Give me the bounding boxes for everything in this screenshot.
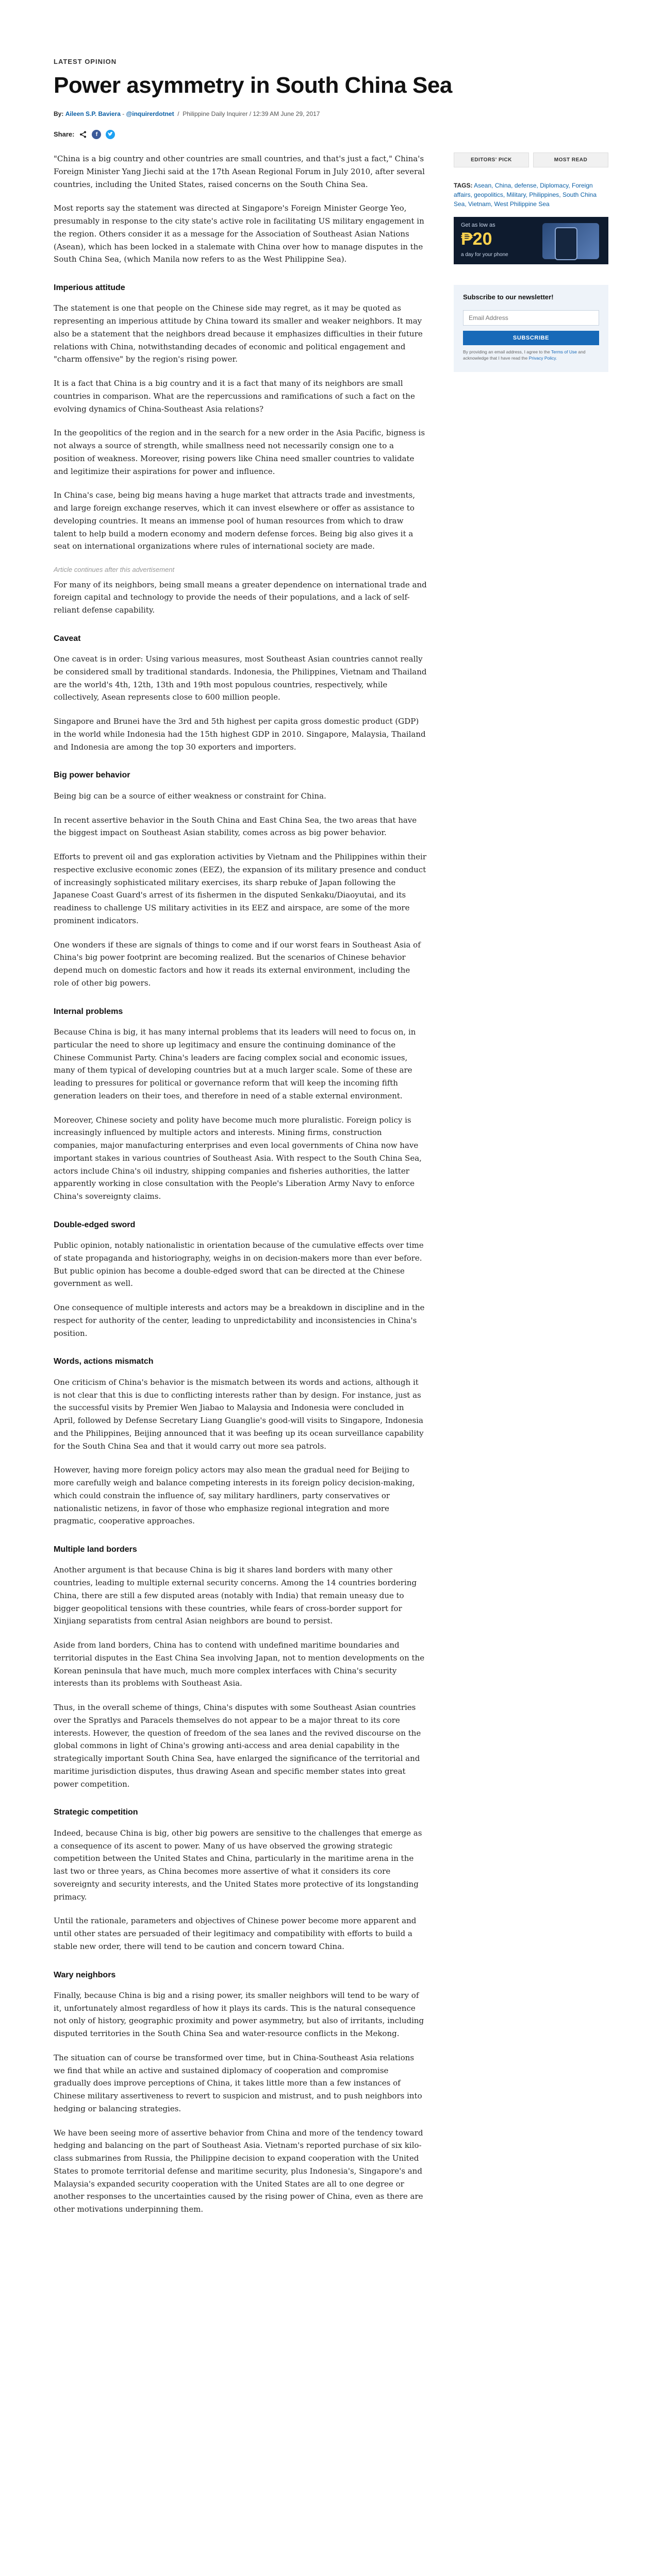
facebook-icon[interactable]: f — [92, 130, 101, 139]
article-paragraph: One caveat is in order: Using various measures, most Southeast Asian countries cannot really be considered small by traditional standards. Indonesia, the Philippines, Vietnam and Thailand are the world's 4th, 12th, 13th and 19th most populous countries, respectively, while collectively, Asean represents close to 600 million people. — [54, 654, 427, 702]
ad-text: Get as low as — [461, 222, 495, 228]
article-paragraph: The situation can of course be transformed over time, but in China-Southeast Asia relations we find that while an active and sustained diplomacy of cooperation and compromise gradually does improve perceptions of China, it takes little more than a few instances of Chinese military assertiveness to revert to suspicion and mistrust, and to push neighbors into hedging or balancing strategies. — [54, 2053, 422, 2113]
article-paragraph: We have been seeing more of assertive behavior from China and more of the tendency toward hedging and balancing on the part of Southeast Asia. Vietnam's reported purchase of six kilo-class submarines from Russia, the Philippine decision to expand cooperation with the United States to promote territorial defense and maritime security, plus Indonesia's, Singapore's and Malaysia's expanded security cooperation with the United States are all to one degree or another responses to the uncertainties caused by the rising power of China, even as there are other motivations underpinning them. — [54, 2128, 423, 2214]
article-paragraph: Efforts to prevent oil and gas exploration activities by Vietnam and the Philippines within their respective exclusive economic zones (EEZ), the expansion of its military presence and conduct of increasingly sophisticated military exercises, its sharp rebuke of Japan following the Japanese Coast Guard's arrest of its fishermen in the disputed Senkaku/Diaoyutai, and its readiness to challenge US military activities in its EEZ and airspace, are some of the more prominent indicators. — [54, 852, 426, 925]
tags-label: TAGS: — [454, 182, 473, 189]
newsletter-box — [454, 285, 608, 372]
article-paragraph: Indeed, because China is big, other big powers are sensitive to the challenges that emerge as a consequence of its ascent to power. Many of us have observed the growing strategic competition between the United States and China, particularly in the maritime arena in the last two or three years, as China becomes more assertive of what it considers its core sovereignty and security interests, and the United States more protective of its longstanding primacy. — [54, 1828, 422, 1902]
byline-prefix: By: — [54, 110, 64, 117]
ad-continue-notice: Article continues after this advertisement — [54, 566, 175, 574]
share-icon[interactable] — [79, 130, 87, 139]
article-paragraph: Moreover, Chinese society and polity have become much more pluralistic. Foreign policy is increasingly influenced by multiple actors and interests. Mining firms, construction companies, major manufacturing enterprises and even local governments of China now have important stakes in various countries of Southeast Asia. With respect to the South China Sea, actors include China's oil industry, shipping companies and fisheries authorities, the latter apparently working in close consultation with the People's Liberation Army Navy to enforce China's sovereignty claims. — [54, 1115, 422, 1201]
most-read-tab[interactable]: MOST READ — [533, 152, 608, 167]
article-body — [54, 152, 427, 2227]
article-paragraph: For many of its neighbors, being small means a greater dependence on international trade and foreign capital and technology to provide the needs of their populations, and a lack of self-reliant defense capability. — [54, 580, 427, 615]
article-paragraph: In recent assertive behavior in the South China and East China Sea, the two areas that have the biggest impact on Southeast Asian stability, comes across as big power behavior. — [54, 815, 417, 838]
subheading: Imperious attitude — [54, 283, 125, 292]
article-paragraph: Thus, in the overall scheme of things, China's disputes with some Southeast Asian countries over the Spratlys and Paracels themselves do not appear to be a major threat to its core interests. However, the question of freedom of the sea lanes and the revived discourse on the global commons in light of China's growing anti-access and area denial capability in the strategically important South China Sea, have enlarged the significance of the territorial and maritime jurisdiction disputes, thus drawing Asean and specific member states into great power competition. — [54, 1703, 421, 1789]
byline-separator: / — [175, 110, 183, 117]
byline-separator: / — [249, 110, 253, 117]
article-paragraph: Finally, because China is big and a rising power, its smaller neighbors will tend to be wary of it, unfortunately almost regardless of how it plays its cards. This is the natural consequence not only of history, geographic proximity and power asymmetry, but also of irritants, including disputed territories in the South China Sea and water-resource conflicts in the Mekong. — [54, 1990, 424, 2039]
subheading: Internal problems — [54, 1007, 123, 1016]
article-paragraph: The statement is one that people on the Chinese side may regret, as it may be quoted as representing an imperious attitude by China toward its smaller and weaker neighbors. It may also be a statement that the neighbors dread because it emphasizes difficulties in their future relations with China, notwithstanding decades of economic and political engagement and "charm offensive" by the region's rising power. — [54, 303, 423, 364]
subheading: Double-edged sword — [54, 1220, 136, 1229]
publication-name: Philippine Daily Inquirer — [183, 110, 248, 117]
author-link[interactable]: Aileen S.P. Baviera — [65, 110, 121, 117]
article-paragraph: One consequence of multiple interests and actors may be a breakdown in discipline and in the respect for authority of the center, leading to unpredictability and inconsistencies in China's position. — [54, 1303, 425, 1338]
subscribe-button[interactable]: SUBSCRIBE — [463, 331, 599, 345]
share-label: Share: — [54, 130, 75, 139]
subheading: Wary neighbors — [54, 1970, 116, 1979]
ad-text: a day for your phone — [461, 252, 508, 258]
article-paragraph: Public opinion, notably nationalistic in orientation because of the cumulative effects over time of state propaganda and historiography, weighs in on decision-makers more than ever before. But public opinion has become a double-edged sword that can be directed at the Chinese government as well. — [54, 1241, 424, 1289]
subheading: Big power behavior — [54, 771, 130, 780]
advertisement-banner[interactable] — [454, 217, 608, 264]
article-paragraph: However, having more foreign policy actors may also mean the gradual need for Beijing to more carefully weigh and balance competing interests in its foreign policy decision-making, which could constrain the influence of, say military hardliners, party conservatives or nationalistic netizens, in favor of those who emphasize regional integration and more pragmatic, cooperative approaches. — [54, 1465, 415, 1526]
ad-phone-image — [555, 227, 577, 260]
article-paragraph: Being big can be a source of either weakness or constraint for China. — [54, 791, 326, 801]
article-header — [54, 58, 608, 139]
author-handle[interactable]: @inquirerdotnet — [126, 110, 174, 117]
article-paragraph: Aside from land borders, China has to contend with undefined maritime boundaries and territorial disputes in the East China Sea involving Japan, not to mention developments on the Korean peninsula that have much, much more complex interfaces with China's security interests than its problems with Southeast Asia. — [54, 1640, 425, 1688]
terms-text: By providing an email address, I agree to the — [463, 349, 550, 354]
article-headline: Power asymmetry in South China Sea — [54, 73, 452, 98]
article-paragraph: One criticism of China's behavior is the mismatch between its words and actions, although it is not clear that this is due to conflicting interests rather than by design. For instance, just as the successful visits by Premier Wen Jiabao to Malaysia and Indonesia were concluded in April, followed by Defense Secretary Liang Guanglie's good-will visits to Singapore, Indonesia and the Philippines, Beijing announced that it was beefing up its ocean surveillance capability for the South China Sea and that it would carry out more sea patrols. — [54, 1377, 424, 1451]
byline-separator: - — [122, 110, 126, 117]
article-paragraph: In China's case, being big means having a huge market that attracts trade and investments, and large foreign exchange reserves, which it can invest elsewhere or offer as assistance to developing countries. It means an immense pool of human resources from which to draw talent to help build a modern economy and modern defense forces. Being big also gives it a seat on international organizations where rules of international society are made. — [54, 490, 416, 551]
sidebar — [454, 152, 608, 372]
article-paragraph: "China is a big country and other countries are small countries, and that's just a fact," China's Foreign Minister Yang Jiechi said at the 17th Asean Regional Forum in July 2010, after several countries, including the United States, raised concerns on the South China Sea. — [54, 154, 425, 189]
article-paragraph: Until the rationale, parameters and objectives of Chinese power become more apparent and until other states are persuaded of their legitimacy and compatibility with efforts to build a stable new order, there will tend to be caution and concern toward China. — [54, 1916, 417, 1951]
privacy-policy-link[interactable]: Privacy Policy. — [528, 355, 557, 361]
article-paragraph: Most reports say the statement was directed at Singapore's Foreign Minister George Yeo, presumably in response to the city state's active role in facilitating US military engagement in the region. Others consider it as a message for the Association of Southeast Asian Nations (Asean), which has been locked in a stalemate with China over how to manage disputes in the South China Sea, (which Manila now refers to as the West Philippine Sea). — [54, 204, 424, 264]
section-label[interactable]: LATEST OPINION — [54, 58, 117, 65]
subheading: Strategic competition — [54, 1808, 138, 1817]
newsletter-title: Subscribe to our newsletter! — [463, 293, 554, 301]
article-paragraph: Another argument is that because China is big it shares land borders with many other countries, leading to multiple external security concerns. Among the 14 countries bordering China, there are still a few disputed areas (notably with India) that remain uneasy due to bigger geopolitical tensions with these countries, while fears of cross-border support for Xinjiang separatists from central Asian neighbors are bound to persist. — [54, 1565, 417, 1626]
subheading: Caveat — [54, 634, 81, 643]
terms-text: and acknowledge that I have read the — [463, 349, 586, 361]
share-bar — [54, 130, 608, 139]
email-input[interactable] — [463, 310, 599, 326]
twitter-icon[interactable] — [106, 130, 115, 139]
article-paragraph: Singapore and Brunei have the 3rd and 5th highest per capita gross domestic product (GDP) in the world while Indonesia had the 15th highest GDP in 2010. Singapore, Malaysia, Thailand and Indonesia are among the top 30 exporters and importers. — [54, 717, 426, 752]
terms-of-use-link[interactable]: Terms of Use — [551, 349, 577, 354]
newsletter-terms — [463, 349, 599, 362]
article-paragraph: In the geopolitics of the region and in the search for a new order in the Asia Pacific, bigness is not always a source of strength, while smallness need not necessarily consign one to a position of weakness. Moreover, rising powers like China need smaller countries to validate and legitimize their aspirations for power and influence. — [54, 428, 425, 476]
editors-pick-tab[interactable]: EDITORS' PICK — [454, 152, 529, 167]
subheading: Multiple land borders — [54, 1545, 137, 1554]
publish-timestamp: 12:39 AM June 29, 2017 — [253, 110, 320, 117]
byline — [54, 110, 608, 117]
article-paragraph: Because China is big, it has many internal problems that its leaders will need to focus on, in particular the need to shore up legitimacy and ensure the continuing dominance of the Chinese Communist Party. China's leaders are facing complex social and economic issues, many of them typical of developing countries but at a much larger scale. Some of these are leading to pressures for political or governance reform that will keep the incoming fifth generation leaders on their toes, and therefore in need of a stable external environment. — [54, 1027, 416, 1100]
tag-links[interactable]: Asean, China, defense, Diplomacy, Foreign affairs, geopolitics, Military, Philippines, South China Sea, Vietnam, West Philippine Sea — [454, 182, 597, 208]
subheading: Words, actions mismatch — [54, 1357, 154, 1366]
article-paragraph: It is a fact that China is a big country and it is a fact that many of its neighbors are small countries in comparison. What are the repercussions and ramifications of such a fact on the evolving dynamics of China-Southeast Asia relations? — [54, 379, 415, 414]
sidebar-tabs — [454, 152, 608, 167]
article-paragraph: One wonders if these are signals of things to come and if our worst fears in Southeast Asia of China's big power footprint are becoming realized. But the scenarios of Chinese behavior depend much on domestic factors and how it reads its external environment, including the role of other big powers. — [54, 940, 421, 988]
tags-list — [454, 181, 608, 209]
ad-price: ₱20 — [461, 229, 492, 249]
